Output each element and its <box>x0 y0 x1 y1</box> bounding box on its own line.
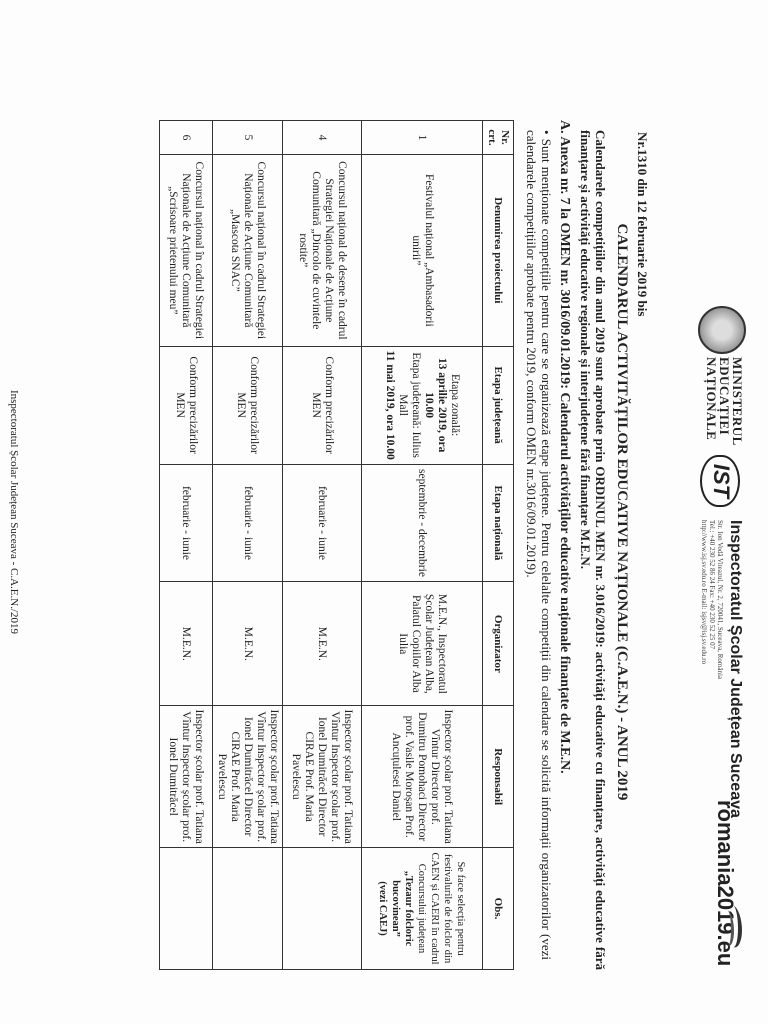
cell-name: Concursul național de desene în cadrul Strategiei Naționale de Acțiune Comunitară „Dincolo de cuvintele rostite” <box>283 154 362 346</box>
cell-responsible: Inspector școlar prof. Tatiana Vîntur Inspector școlar prof. Ionel Dumitrăcel Director CIRAE Prof. Maria Pavelescu <box>213 706 283 848</box>
table-row <box>362 121 483 970</box>
cell-responsible: Inspector școlar prof. Tatiana Vîntur Inspector școlar prof. Ionel Dumitrăcel <box>160 706 213 848</box>
cell-nr: 6 <box>160 121 213 155</box>
header-organizer: Organizator <box>483 582 514 706</box>
cell-obs <box>160 848 213 970</box>
obs-line: (vezi CAEJ) <box>377 881 389 936</box>
inspectorate-address <box>700 520 724 679</box>
cell-national: septembrie - decembrie <box>362 464 483 582</box>
cell-nr: 1 <box>362 121 483 155</box>
cell-obs <box>362 848 483 970</box>
cell-organizer: M.E.N. <box>283 582 362 706</box>
cell-county <box>362 346 483 464</box>
brand-logo-text: romania2019.eu <box>713 800 738 967</box>
page-footer: Inspectoratul Școlar Județean Suceava - C.A.E.N./2019 <box>8 389 20 635</box>
annex-heading: A. Anexa nr. 7 la OMEN nr. 3016/09.01.2019: Calendarul activităților educative naționale finanțate de M.E.N. <box>557 120 572 774</box>
obs-line: Se face selecția pentru festivalurile de folclor din CAEN și CAERI în cadrul Concursului județean <box>416 852 467 965</box>
ministry-line: EDUCAȚIEI <box>717 357 732 436</box>
cell-national: februarie - iunie <box>213 464 283 582</box>
ministry-line: MINISTERUL <box>730 357 745 446</box>
address-line: Str. Ion Vodă Viteazul, Nr. 2, 720041, Suceava, România <box>716 520 724 680</box>
cell-responsible: Inspector școlar prof. Tatiana Vîntur Director prof. Dumitru Pomohaci Director prof. Vasile Moroșan Prof. Ancuțulesei Daniel <box>362 706 483 848</box>
cell-responsible: Inspector școlar prof. Tatiana Vîntur Inspector școlar prof. Ionel Dumitrăcel Director CIRAE Prof. Maria Pavelescu <box>283 706 362 848</box>
activities-table <box>159 120 514 970</box>
cell-organizer: M.E.N. <box>213 582 283 706</box>
ministry-line: NAȚIONALE <box>704 357 719 441</box>
ist-logo: IST <box>700 455 740 507</box>
address-line: Tel.: +40 230 52 86 24 Fax: +40 230 52 25 07 <box>708 520 716 650</box>
cell-nr: 5 <box>213 121 283 155</box>
cell-organizer: M.E.N. <box>160 582 213 706</box>
cell-organizer: M.E.N., Inspectoratul Școlar Județean Alba, Palatul Copiilor Alba Iulia <box>362 582 483 706</box>
header-nr: Nr. crt. <box>483 121 514 155</box>
ministry-crest-icon <box>698 306 746 354</box>
cell-county: Conform precizărilor MEN <box>160 346 213 464</box>
inspectorate-name: Inspectoratul Școlar Județean Suceava <box>727 520 744 818</box>
county-line: Etapa județeană: Iulius Mall <box>397 352 422 458</box>
header-national: Etapa națională <box>483 464 514 582</box>
bullet-paragraph: • Sunt menționate competițiile pentru care se organizează etape județene. Pentru celelalte competiții din calendare se solicită informații organizatorilor (vezi calendarele competițiilor aprobate pentru 2019, conform OMEN nr.3016/09.01.2019). <box>524 130 554 961</box>
header-responsible: Responsabil <box>483 706 514 848</box>
county-line: Etapa zonală: <box>449 373 461 437</box>
cell-county: Conform precizărilor MEN <box>283 346 362 464</box>
ministry-name <box>705 357 744 446</box>
header-name: Denumirea proiectului <box>483 154 514 346</box>
cell-name: Concursul național în cadrul Strategiei Naționale de Acțiune Comunitară „Mascota SNAC” <box>213 154 283 346</box>
intro-paragraph: Calendarele competițiilor din anul 2019 sunt aprobate prin ORDINUL MEN nr. 3.016/2019: activități educative cu finanțare, activități educative fără finanțare și activități educative regionale și interjudețene fără finanțare M.E.N. <box>578 130 608 970</box>
cell-national: februarie - iunie <box>160 464 213 582</box>
header-obs: Obs. <box>483 848 514 970</box>
table-header-row <box>483 121 514 970</box>
table-row <box>213 121 283 970</box>
header-county: Etapa județeană <box>483 346 514 464</box>
cell-nr: 4 <box>283 121 362 155</box>
document-number: Nr.1310 din 12 februarie 2019 bis <box>635 132 650 317</box>
address-line: http://www.isj.sv.edu.ro E-mail: isjsv@isj.sv.edu.ro <box>700 520 708 665</box>
cell-county: Conform precizărilor MEN <box>213 346 283 464</box>
county-line: 11 mai 2019, ora 10.00 <box>384 350 396 460</box>
cell-national: februarie - iunie <box>283 464 362 582</box>
table-row <box>283 121 362 970</box>
cell-name: Festivalul național „Ambasadorii unirii” <box>362 154 483 346</box>
cell-obs <box>213 848 283 970</box>
document-title: CALENDARUL ACTIVITĂȚILOR EDUCATIVE NAȚIONALE (C.A.E.N.) - ANUL 2019 <box>614 223 630 801</box>
obs-line: „Tezaur folcloric bucovinean” <box>390 870 415 947</box>
cell-name: Concursul național în cadrul Strategiei Naționale de Acțiune Comunitară „Scrisoare prietenului meu” <box>160 154 213 346</box>
table-row <box>160 121 213 970</box>
bullet-text: Sunt menționate competițiile pentru care se organizează etape județene. Pentru celelalte competiții din calendare se solicită informații organizatorilor (vezi calendarele competițiilor aprobate pentru 2019, conform OMEN nr.3016/09.01.2019). <box>524 130 554 961</box>
county-line: 13 aprilie 2019, ora 10.00 <box>423 357 448 453</box>
cell-obs <box>283 848 362 970</box>
